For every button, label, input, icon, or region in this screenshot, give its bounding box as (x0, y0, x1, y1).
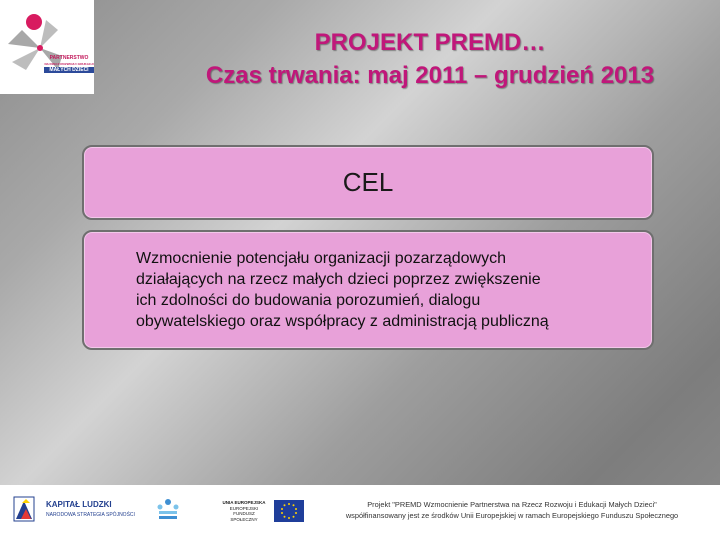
footer (0, 485, 720, 540)
eu-line-1: UNIA EUROPEJSKA (222, 500, 266, 505)
eu-label (222, 500, 266, 522)
cel-box (82, 145, 654, 220)
description-line-3: ich zdolności do budowania porozumień, dialogu (136, 292, 481, 309)
kapital-ludzki-subtitle: NARODOWA STRATEGIA SPÓJNOŚCI (46, 512, 135, 518)
title-line-2: Czas trwania: maj 2011 – grudzień 2013 (205, 62, 655, 89)
description-box (82, 230, 654, 350)
logo-text (44, 55, 94, 73)
partnership-logo (0, 0, 94, 94)
description-line-2: działających na rzecz małych dzieci poprzez zwiększenie (136, 271, 541, 288)
logo-line-1: PARTNERSTWO (49, 55, 89, 61)
logo-line-3: MAŁYCH DZIECI (44, 67, 94, 73)
page-title (150, 26, 710, 92)
description-line-1: Wzmocnienie potencjału organizacji pozarządowych (136, 250, 506, 267)
title-line-1: PROJEKT PREMD… (314, 29, 546, 56)
footer-funding-text (312, 499, 712, 521)
footer-text-line-1: Projekt "PREMD Wzmocnienie Partnerstwa na Rzecz Rozwoju i Edukacji Małych Dzieci" (367, 500, 657, 509)
kapital-ludzki-logo (12, 495, 135, 531)
footer-text-line-2: współfinansowany jest ze środków Unii Europejskiej w ramach Europejskiego Funduszu Społecznego (345, 511, 679, 520)
description-line-4: obywatelskiego oraz współpracy z administracją publiczną (136, 313, 549, 330)
eu-flag-icon (274, 500, 304, 522)
pinwheel-logo-icon (0, 0, 94, 94)
logo-line-2: NA RZECZ ROZWOJU I EDUKACJI (44, 62, 94, 66)
eu-line-3: FUNDUSZ SPOŁECZNY (230, 511, 258, 522)
kapital-ludzki-title: KAPITAŁ LUDZKI (46, 500, 112, 509)
kapital-ludzki-logo-icon (12, 495, 40, 525)
eu-line-2: EUROPEJSKI (229, 505, 259, 511)
cel-label: CEL (342, 167, 394, 197)
description-text (136, 248, 636, 332)
hands-logo-icon (155, 498, 181, 524)
